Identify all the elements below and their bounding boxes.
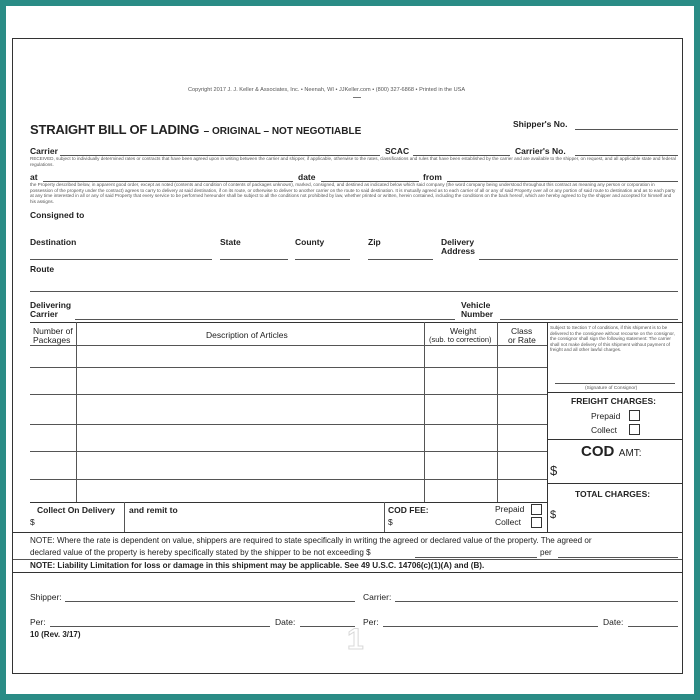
freight-charges-label: FREIGHT CHARGES: xyxy=(571,396,656,406)
cod-fee-prepaid-checkbox[interactable] xyxy=(531,504,542,515)
form-title-main: STRAIGHT BILL OF LADING xyxy=(30,122,200,137)
from-label: from xyxy=(423,172,442,182)
freight-collect-checkbox[interactable] xyxy=(629,424,640,435)
consignor-signature-label: (Signature of Consignor) xyxy=(585,386,638,391)
shipper-per-label: Per: xyxy=(30,617,46,627)
page xyxy=(6,6,694,694)
shippers-no-field[interactable] xyxy=(575,129,678,130)
carrier-per-label: Per: xyxy=(363,617,379,627)
received-text: RECEIVED, subject to individually determined rates or contracts that have been agreed upon in writing between the carrier and shipper, if applicable, otherwise to the rates, classifications and rules that have been established by the carrier and are available to the shipper, on request, and all applicable state and federal regulations. xyxy=(30,156,676,167)
destination-field[interactable] xyxy=(30,259,212,260)
shipper-label: Shipper: xyxy=(30,592,62,602)
table-row-rule xyxy=(30,451,547,452)
shipper-date-label: Date: xyxy=(275,617,296,627)
total-charges-dollar: $ xyxy=(550,509,557,521)
cod-row-divider xyxy=(124,502,125,532)
vehicle-number-label-1: Vehicle xyxy=(461,300,491,310)
shipper-per-field[interactable] xyxy=(50,626,270,627)
copyright-dash xyxy=(353,97,361,98)
table-bottom-border xyxy=(30,502,547,503)
table-row-rule xyxy=(30,424,547,425)
state-field[interactable] xyxy=(220,259,288,260)
form-number: 10 (Rev. 3/17) xyxy=(30,630,81,639)
vehicle-number-label-2: Number xyxy=(461,309,494,319)
table-row-rule xyxy=(30,367,547,368)
carriers-no-label: Carrier's No. xyxy=(515,146,566,156)
table-row-rule xyxy=(30,479,547,480)
carrier-date-label: Date: xyxy=(603,617,624,627)
notes-bottom-rule xyxy=(13,572,682,573)
delivery-address-field[interactable] xyxy=(479,259,678,260)
col-divider-2 xyxy=(424,322,425,502)
cod-label xyxy=(581,443,642,461)
cod-fee-collect-checkbox[interactable] xyxy=(531,517,542,528)
declared-value-per-field[interactable] xyxy=(558,557,678,558)
cod-amt-label: AMT: xyxy=(618,448,642,459)
cod-fee-prepaid-label: Prepaid xyxy=(495,504,525,514)
col-packages-header-1: Number of xyxy=(33,326,73,336)
at-label: at xyxy=(30,172,38,182)
col-class-header-2: or Rate xyxy=(508,335,536,345)
form-title-sub: – ORIGINAL – NOT NEGOTIABLE xyxy=(203,126,362,137)
delivering-carrier-label-1: Delivering xyxy=(30,300,72,310)
declared-value-per-label: per xyxy=(540,548,552,557)
col-divider-4 xyxy=(547,322,548,532)
cod-amount-dollar: $ xyxy=(550,463,558,478)
side-panel-rule xyxy=(547,483,682,484)
form-title xyxy=(30,121,361,139)
cod-fee-label: COD FEE: xyxy=(388,505,429,515)
shipper-field[interactable] xyxy=(65,601,355,602)
delivering-carrier-label-2: Carrier xyxy=(30,309,58,319)
table-row-rule xyxy=(30,394,547,395)
delivery-address-label-2: Address xyxy=(441,246,476,256)
consignor-signature-line xyxy=(555,383,675,384)
zip-field[interactable] xyxy=(368,259,433,260)
vehicle-number-field[interactable] xyxy=(500,319,678,320)
collect-on-delivery-label: Collect On Delivery xyxy=(37,505,115,515)
col-weight-header-1: Weight xyxy=(450,326,477,336)
cod-label-text: COD xyxy=(581,443,615,460)
declared-value-field[interactable] xyxy=(415,557,537,558)
carrier-sign-field[interactable] xyxy=(395,601,678,602)
col-divider-3 xyxy=(497,322,498,502)
table-top-border xyxy=(30,322,682,323)
property-text: the Property described below, in apparent good order, except as noted (contents and condition of contents of packages unknown), marked, consigned, and destined as indicated below which said company (the word company being understood throughout this contract as meaning any person or corporation in possession of the property under the contract) agrees to carry to delivery at said destination, if on its route, or otherwise to deliver to another carrier on the route to said destination. It is mutually agreed as to each carrier of all or any of said Property over all or any portion of said route to destination and as to each party at any time interested in all or any of said Property that every service to be performed hereunder shall be subject to all the conditions not prohibited by law, whether printed or written, herein contained, including the conditions on the back hereof, which are hereby agreed to by the shipper and accepted for himself and his assigns. xyxy=(30,182,676,204)
cod-row-divider xyxy=(384,502,385,532)
freight-prepaid-checkbox[interactable] xyxy=(629,410,640,421)
state-label: State xyxy=(220,237,241,247)
section7-text: Subject to Section 7 of conditions, if this shipment is to be delivered to the consignee without recourse on the consignor, the consignor shall sign the following statement: The carrier shall not make delivery of this shipment without payment of freight and all other lawful charges. xyxy=(550,325,675,353)
copy-number: 1 xyxy=(347,623,364,656)
delivering-carrier-field[interactable] xyxy=(75,319,455,320)
col-packages-header-2: Packages xyxy=(33,335,71,345)
table-header-rule xyxy=(30,345,547,346)
route-field[interactable] xyxy=(30,291,678,292)
shippers-no-label: Shipper's No. xyxy=(513,119,568,129)
date-label: date xyxy=(298,172,316,182)
scac-label: SCAC xyxy=(385,146,410,156)
carrier-sign-label: Carrier: xyxy=(363,592,392,602)
county-field[interactable] xyxy=(295,259,350,260)
delivery-address-label-1: Delivery xyxy=(441,237,475,247)
destination-label: Destination xyxy=(30,237,77,247)
side-panel-rule xyxy=(547,392,682,393)
cod-fee-collect-label: Collect xyxy=(495,517,521,527)
col-weight-header-2: (sub. to correction) xyxy=(429,335,492,344)
notes-top-rule xyxy=(13,532,682,533)
carrier-date-field[interactable] xyxy=(628,626,678,627)
value-note-line1: NOTE: Where the rate is dependent on value, shippers are required to state specifically in writing the agreed or declared value of the property. The agreed or xyxy=(30,536,592,545)
cod-fee-dollar: $ xyxy=(388,517,393,527)
zip-label: Zip xyxy=(368,237,381,247)
col-divider-1 xyxy=(76,322,77,502)
route-label: Route xyxy=(30,264,55,274)
carrier-label: Carrier xyxy=(30,146,58,156)
carrier-per-field[interactable] xyxy=(383,626,598,627)
remit-to-label: and remit to xyxy=(129,505,178,515)
notes-mid-rule xyxy=(13,559,682,560)
value-note-line2: declared value of the property is hereby specifically stated by the shipper to be not exceeding $ xyxy=(30,548,371,557)
bill-of-lading-form xyxy=(12,38,683,674)
copyright-line: Copyright 2017 J. J. Keller & Associates, Inc. • Neenah, WI • JJKeller.com • (800) 327-6868 • Printed in the USA xyxy=(188,87,466,93)
liability-note: NOTE: Liability Limitation for loss or damage in this shipment may be applicable. See 49 U.S.C. 14706(c)(1)(A) and (B). xyxy=(30,561,485,570)
freight-prepaid-label: Prepaid xyxy=(591,411,621,421)
total-charges-label: TOTAL CHARGES: xyxy=(575,489,651,499)
col-class-header-1: Class xyxy=(511,326,533,336)
freight-collect-label: Collect xyxy=(591,425,617,435)
collect-on-delivery-dollar: $ xyxy=(30,517,35,527)
county-label: County xyxy=(295,237,325,247)
col-description-header: Description of Articles xyxy=(206,330,288,340)
side-panel-rule xyxy=(547,439,682,440)
consigned-to-label: Consigned to xyxy=(30,210,85,220)
